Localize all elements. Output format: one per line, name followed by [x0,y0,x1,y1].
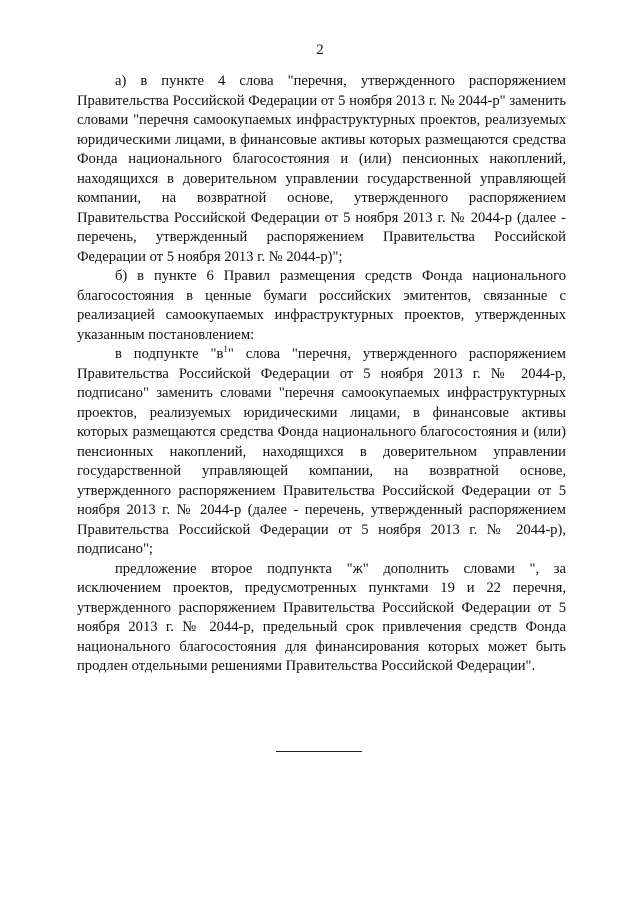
superscript-index: 1 [223,344,228,354]
subclause-v1-text-rest: " слова "перечня, утвержденного распоряжением Правительства Российской Федерации от 5 ноября 2013 г. № 2044-р, подписано" заменить словами "перечня самоокупаемых инфраструктурных проектов, реализуемых юридическими лицами, в финансовые активы которых размещаются средства Фонда национального благосостояния и (или) пенсионных накоплений, находящихся в доверительном управлении государственной управляющей компании, на возвратной основе, утвержденного распоряжением Правительства Российской Федерации от 5 ноября 2013 г. № 2044-р (далее - перечень, утвержденный распоряжением Правительства Российской Федерации от 5 ноября 2013 г. № 2044-р), подписано"; [77,346,566,557]
paragraph-b: б) в пункте 6 Правил размещения средств Фонда национального благосостояния в ценные бумаги российских эмитентов, связанные с реализацией самоокупаемых инфраструктурных проектов, утвержденных указанным постановлением: [77,268,566,343]
page-number: 2 [316,42,324,58]
subclause-v1-text-start: в подпункте "в [115,346,224,362]
document-body [77,72,566,677]
end-divider-line [276,751,362,752]
paragraph-subclause-v1 [77,345,566,560]
paragraph-a: а) в пункте 4 слова "перечня, утвержденного распоряжением Правительства Российской Федерации от 5 ноября 2013 г. № 2044-р" заменить словами "перечня самоокупаемых инфраструктурных проектов, реализуемых юридическими лицами, в финансовые активы которых размещаются средства Фонда национального благосостояния и (или) пенсионных накоплений, находящихся в доверительном управлении государственной управляющей компании, на возвратной основе, утвержденного распоряжением Правительства Российской Федерации от 5 ноября 2013 г. № 2044-р (далее - перечень, утвержденный распоряжением Правительства Российской Федерации от 5 ноября 2013 г. № 2044-р)"; [77,73,566,265]
paragraph-subclause-zh: предложение второе подпункта "ж" дополнить словами ", за исключением проектов, предусмотренных пунктами 19 и 22 перечня, утвержденного распоряжением Правительства Российской Федерации от 5 ноября 2013 г. № 2044-р, предельный срок привлечения средств Фонда национального благосостояния для финансирования которых может быть продлен отдельными решениями Правительства Российской Федерации". [77,560,566,674]
